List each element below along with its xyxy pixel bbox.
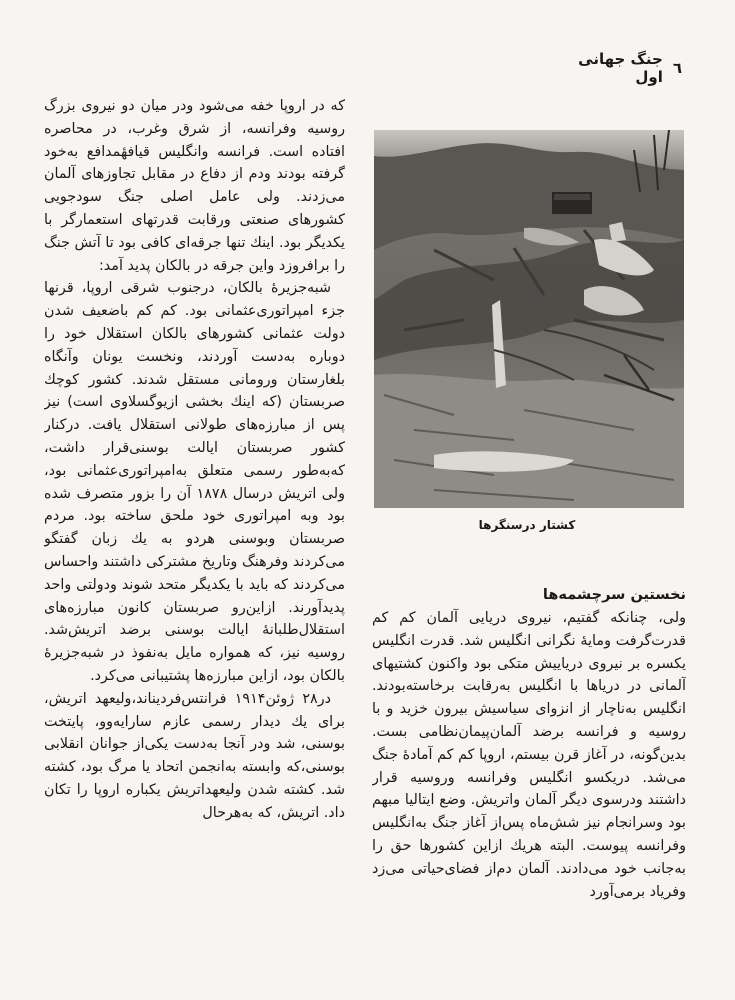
trench-photo (374, 130, 684, 508)
right-column (372, 583, 686, 938)
page-header (552, 50, 682, 86)
photo-caption: کشتار درسنگرها (478, 518, 576, 532)
trench-photo-image (374, 130, 684, 508)
page-number: ٦ (672, 59, 682, 77)
left-column (44, 95, 345, 960)
left-paragraph-1: که در اروپا خفه می‌شود ودر میان دو نیروی بزرگ روسیه وفرانسه، از شرق وغرب، در محاصره افتاده است. فرانسه وانگلیس قیافهٔمدافع به‌خود گرفته بودند ودم از دفاع در مقابل تجاوزهای آلمان می‌زدند. ولی عامل اصلی جنگ سودجویی کشورهای صنعتی ورقابت قدرتهای استعمارگر با یکدیگر بود. اینك تنها جرقه‌ای کافی بود تا آتش جنگ را برافروزد واین جرقه در بالکان پدید آمد: (44, 98, 345, 274)
section-title: نخستین سرچشمه‌ها (542, 587, 686, 603)
left-paragraph-3: در۲۸ ژوئن۱۹۱۴ فرانتس‌فردیناند،ولیعهد اتریش، برای یك دیدار رسمی عازم سارایه‌وو، پایتخت بوسنی، شد ودر آنجا به‌دست یکی‌از جوانان انقلابی بوسنی،که وابسته به‌انجمن اتحاد یا مرگ بود، کشته شد. کشته شدن ولیعهداتریش یکباره اروپا را تکان داد. اتریش، که به‌هرحال (44, 690, 345, 821)
running-title: جنگ جهانی اول (578, 50, 663, 86)
right-paragraph: ولی، چنانکه گفتیم، نیروی دریایی آلمان کم کم قدرت‌گرفت ومایهٔ نگرانی انگلیس شد. قدرت انگلیس یکسره بر نیروی دریاییش متکی بود واکنون کشتیهای آلمانی در دریاها با انگلیس به‌رقابت برخاسته‌بودند. انگلیس به‌ناچار از انزوای سیاسیش بیرون خزید و با روسیه و فرانسه برضد آلمان‌پیمان‌نظامی بست. بدین‌گونه، در آغاز قرن بیستم، اروپا کم کم آمادهٔ جنگ می‌شد. دریکسو انگلیس وفرانسه وروسیه قرار داشتند ودرسوی دیگر آلمان واتریش. وضع ایتالیا مبهم بود وسرانجام نیز شش‌ماه پس‌از آغاز جنگ به‌انگلیس وفرانسه پیوست. البته هریك ازاین کشورها حق را به‌جانب خود می‌دادند. آلمان دم‌از فضای‌حیاتی می‌زد وفریاد برمی‌آورد (372, 610, 686, 900)
left-paragraph-2: شبه‌جزیرهٔ بالکان، درجنوب شرقی اروپا، قرنها جزء امپراتوری‌عثمانی بود. کم کم باضعیف شدن دولت عثمانی کشورهای بالکان استقلال خود را دوباره به‌دست آوردند، ونخست یونان وآنگاه بلغارستان ورومانی مستقل شدند. کشور کوچك صربستان (که اینك بخشی ازیوگسلاوی است) نیز پس از مبارزه‌های طولانی استقلال یافت. درکنار کشور صربستان ایالت بوسنی‌قرار داشت، که‌به‌طور رسمی متعلق به‌امپراتوری‌عثمانی بود، ولی اتریش درسال ۱۸۷۸ آن را بزور متصرف شده بود وبه امپراتوری خود ملحق ساخته بود. مردم صربستان وبوسنی هردو به یك زبان گفتگو می‌کردند وفرهنگ وتاریخ مشترکی داشتند واحساس می‌کردند که باید با یکدیگر متحد شوند ودولتی واحد پدیدآورند. ازاین‌رو صربستان کانون مبارزه‌های استقلال‌طلبانهٔ ایالت بوسنی برضد اتریش‌شد. روسیه نیز، که همواره مایل به‌نفوذ در شبه‌جزیرهٔ بالکان بود، ازاین مبارزه‌ها پشتیبانی می‌کرد. (44, 280, 345, 684)
